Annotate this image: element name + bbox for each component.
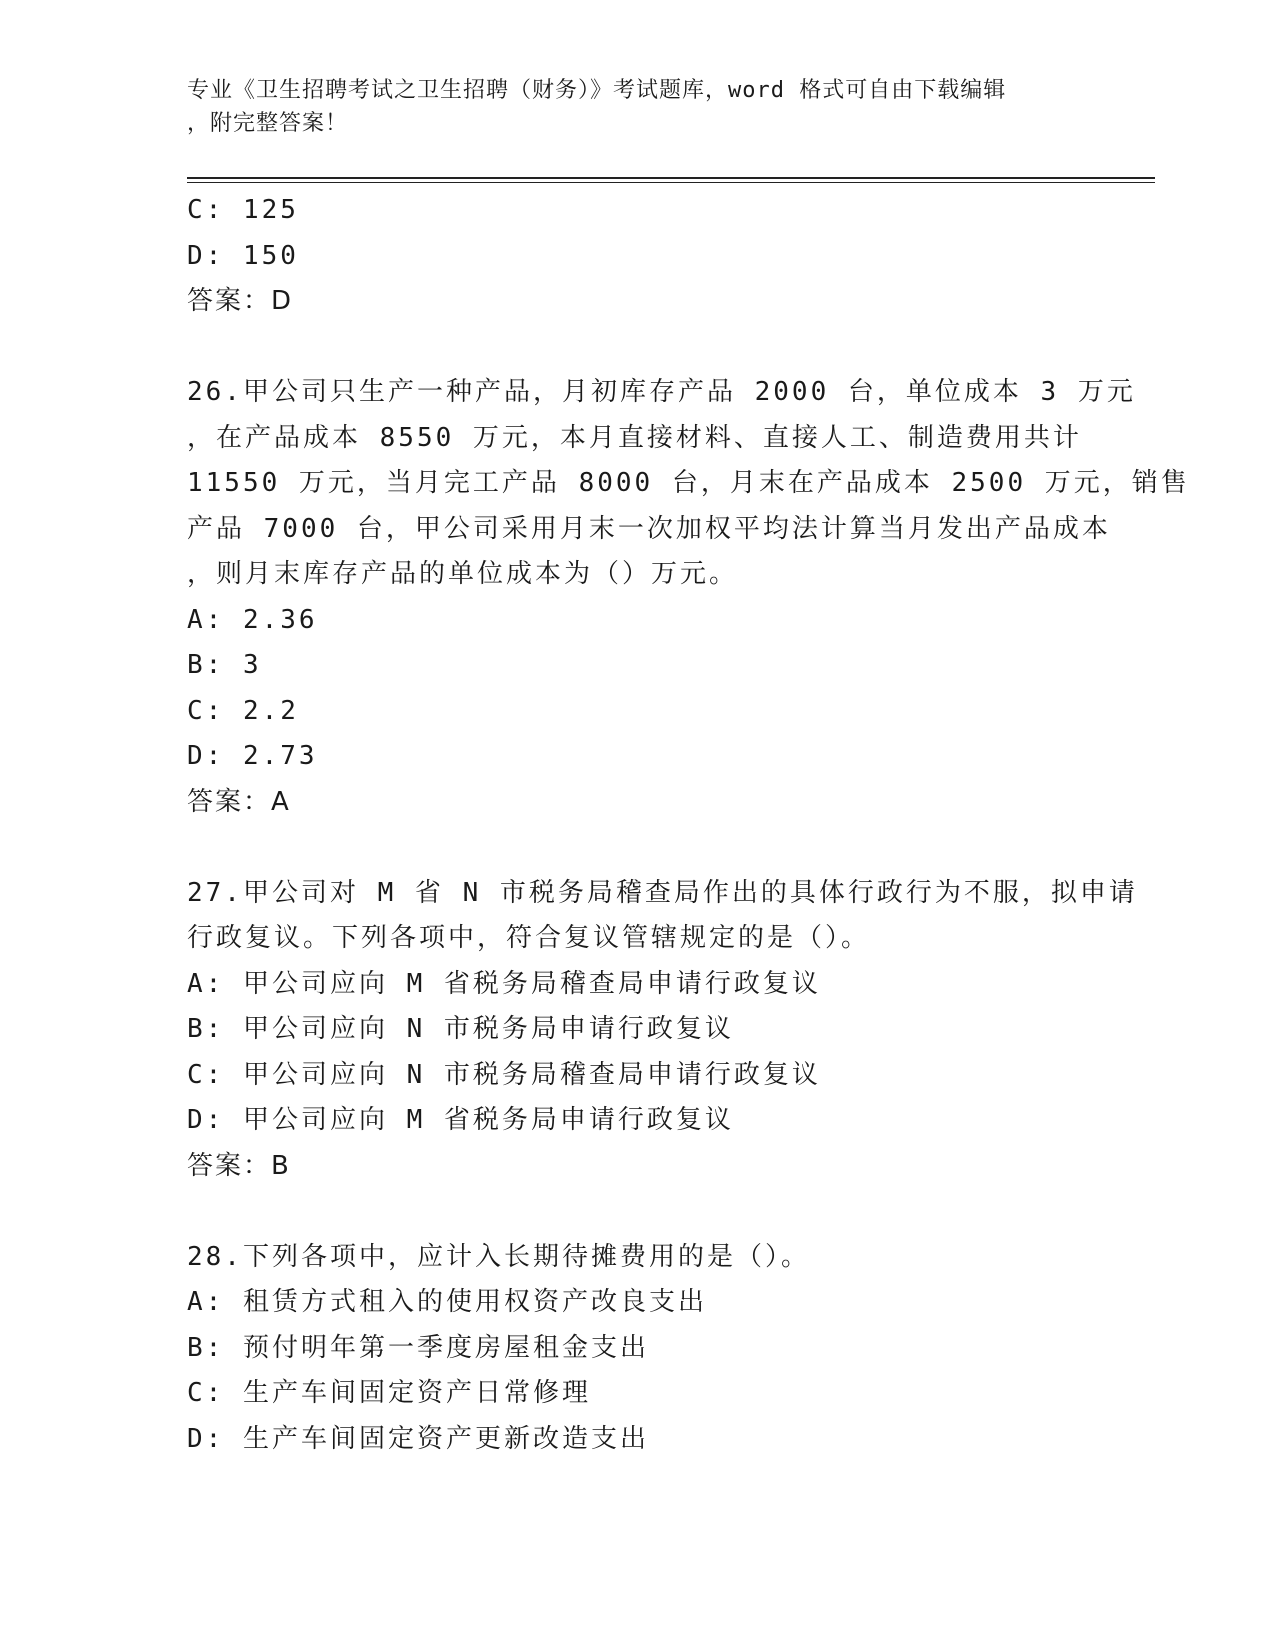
question-26-option-c: C: 2.2 <box>187 695 299 726</box>
question-28-option-a: A: 租赁方式租入的使用权资产改良支出 <box>187 1287 707 1317</box>
question-26-answer: 答案：A <box>187 786 291 817</box>
header-rule-thin <box>187 182 1155 183</box>
question-content <box>187 188 1190 1462</box>
question-26-text: ，在产品成本 8550 万元，本月直接材料、直接人工、制造费用共计 <box>187 422 1082 453</box>
question-28-option-d: D: 生产车间固定资产更新改造支出 <box>187 1423 649 1454</box>
question-26-option-b: B: 3 <box>187 650 262 680</box>
question-26-option-d: D: 2.73 <box>187 741 318 771</box>
question-27-text: 27.甲公司对 M 省 N 市税务局稽查局作出的具体行政行为不服，拟申请 <box>187 877 1138 908</box>
header-line-2: ，附完整答案！ <box>187 111 349 136</box>
question-26-text: ，则月末库存产品的单位成本为（）万元。 <box>187 559 739 589</box>
question-27-text: 行政复议。下列各项中，符合复议管辖规定的是（）。 <box>187 923 871 953</box>
header-rule-thick <box>187 177 1155 179</box>
question-27-option-d: D: 甲公司应向 M 省税务局申请行政复议 <box>187 1105 734 1135</box>
option-c: C: 125 <box>187 195 299 225</box>
question-27-option-b: B: 甲公司应向 N 市税务局申请行政复议 <box>187 1014 734 1044</box>
question-28-text: 28.下列各项中，应计入长期待摊费用的是（）。 <box>187 1241 810 1272</box>
spacer <box>187 1189 1087 1235</box>
question-26-text: 26.甲公司只生产一种产品，月初库存产品 2000 台，单位成本 3 万元 <box>187 377 1136 407</box>
question-27-option-a: A: 甲公司应向 M 省税务局稽查局申请行政复议 <box>187 968 821 999</box>
question-28-option-c: C: 生产车间固定资产日常修理 <box>187 1378 591 1408</box>
spacer <box>187 825 1087 871</box>
spacer <box>187 325 1087 371</box>
question-26-option-a: A: 2.36 <box>187 604 318 635</box>
question-28-option-b: B: 预付明年第一季度房屋租金支出 <box>187 1332 649 1363</box>
question-27-option-c: C: 甲公司应向 N 市税务局稽查局申请行政复议 <box>187 1059 821 1090</box>
question-26-text: 11550 万元，当月完工产品 8000 台，月末在产品成本 2500 万元，销售 <box>187 468 1190 498</box>
document-header <box>187 74 1067 140</box>
answer-line: 答案：D <box>187 286 294 316</box>
question-27-answer: 答案：B <box>187 1150 291 1181</box>
question-26-text: 产品 7000 台，甲公司采用月末一次加权平均法计算当月发出产品成本 <box>187 513 1111 544</box>
option-d: D: 150 <box>187 240 299 271</box>
header-line-1: 专业《卫生招聘考试之卫生招聘（财务）》考试题库，word 格式可自由下载编辑 <box>187 78 1007 103</box>
